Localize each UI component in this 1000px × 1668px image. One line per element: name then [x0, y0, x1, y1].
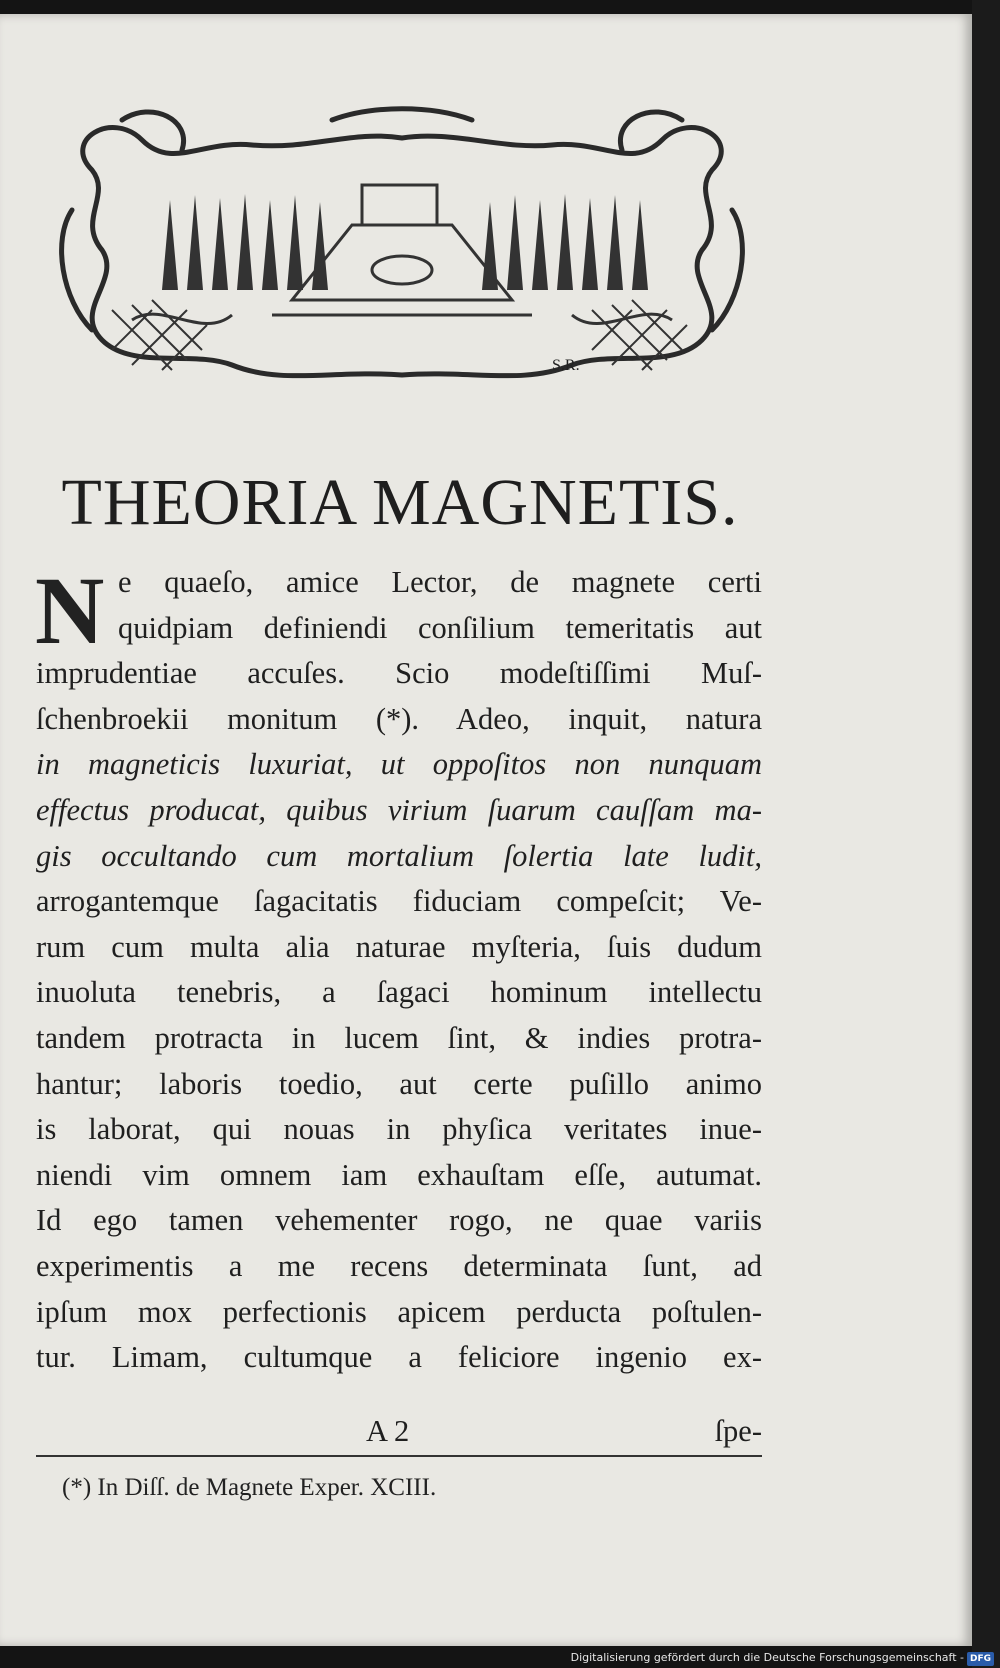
digitization-credit: [571, 1651, 994, 1665]
text-line: arrogantemque ſagacitatis fiduciam compeſcit; Ve-: [36, 884, 762, 919]
text-line: Id ego tamen vehementer rogo, ne quae variis: [36, 1203, 762, 1238]
text-line: e quaeſo, amice Lector, de magnete certi: [118, 565, 762, 599]
text-line: ipſum mox perfectionis apicem perducta poſtulen-: [36, 1294, 762, 1329]
footnote: (*) In Diſſ. de Magnete Exper. XCIII.: [62, 1474, 437, 1501]
text-line: tur. Limam, cultumque a feliciore ingenio ex-: [36, 1340, 762, 1375]
drop-capital: N: [35, 557, 105, 664]
catchword: ſpe-: [714, 1414, 762, 1448]
ornament-signature: S.R.: [552, 357, 580, 374]
credit-text: Digitalisierung gefördert durch die Deutsche Forschungsgemeinschaft -: [570, 1651, 964, 1664]
headpiece-ornament: [52, 100, 752, 410]
dfg-logo: DFG: [967, 1652, 994, 1666]
footnote-rule: [36, 1455, 762, 1457]
text-line: quidpiam definiendi conſilium temeritatis aut: [118, 610, 762, 645]
body-text: [35, 557, 762, 1381]
page-edge: [972, 0, 1000, 1668]
text-line: experimentis a me recens determinata ſunt, ad: [36, 1248, 762, 1283]
text-line: ſchenbroekii monitum (*). Adeo, inquit, natura: [36, 701, 762, 736]
page-title: THEORIA MAGNETIS.: [61, 466, 739, 539]
text-line: rum cum multa alia naturae myſteria, ſuis dudum: [36, 929, 762, 964]
text-line: imprudentiae accuſes. Scio modeſtiſſimi Muſ-: [36, 656, 762, 691]
text-line: niendi vim omnem iam exhauſtam eſſe, autumat.: [36, 1157, 762, 1192]
text-line: is laborat, qui nouas in phyſica veritates inue-: [36, 1112, 762, 1147]
text-line: in magneticis luxuriat, ut oppoſitos non nunquam: [36, 747, 762, 782]
text-line: hantur; laboris toedio, aut certe puſillo animo: [36, 1066, 762, 1101]
signature-mark: A 2: [366, 1414, 410, 1448]
text-line: effectus producat, quibus virium ſuarum cauſſam ma-: [36, 792, 762, 827]
text-line: tandem protracta in lucem ſint, & indies protra-: [36, 1020, 762, 1055]
signature-row: [36, 1414, 762, 1458]
text-line: gis occultando cum mortalium ſolertia late ludit,: [36, 838, 762, 873]
text-line: inuoluta tenebris, a ſagaci hominum intellectu: [36, 975, 762, 1010]
